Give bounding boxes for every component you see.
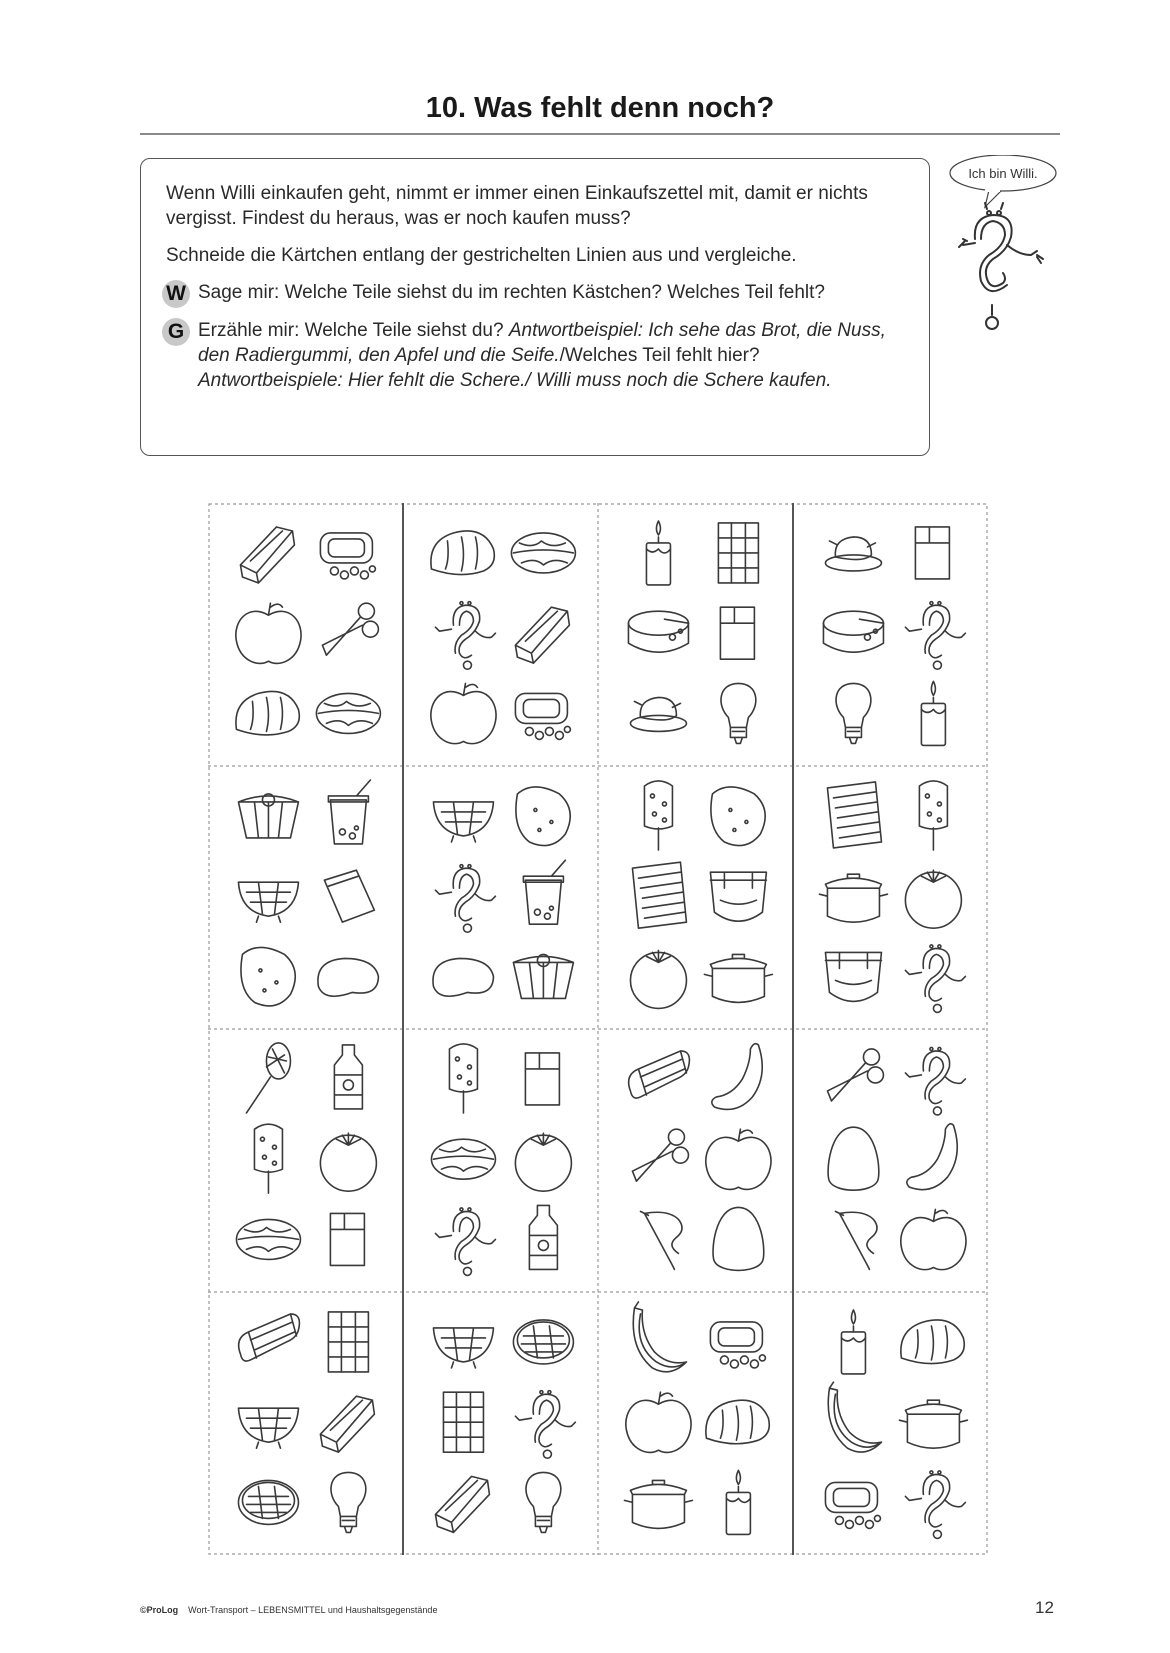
bread-icon [706, 1400, 769, 1444]
walnut-icon [236, 1219, 300, 1259]
pot-icon [819, 874, 887, 922]
soap-icon [825, 1482, 880, 1528]
willi-icon [905, 1471, 965, 1539]
napkin-icon [324, 870, 374, 922]
bread-icon [236, 691, 299, 735]
candy-icon [629, 1051, 690, 1098]
card [819, 781, 965, 1012]
pot-icon [899, 1400, 967, 1448]
w-text: Sage mir: Welche Teile siehst du im rechten Kästchen? Welches Teil fehlt? [198, 282, 825, 303]
footer-credit [140, 1605, 437, 1615]
lightbulb-icon [526, 1472, 561, 1532]
bean-icon [433, 958, 493, 996]
apple-icon [431, 683, 496, 743]
eraser-icon [240, 527, 294, 583]
willi-icon [905, 1047, 965, 1115]
walnut-icon [316, 693, 380, 733]
card [827, 1047, 966, 1269]
newspaper-icon [632, 862, 686, 928]
chocolate-icon [328, 1312, 368, 1372]
cheese-icon [823, 611, 883, 652]
newspaper-icon [827, 782, 881, 848]
lollipop-icon [246, 1043, 290, 1113]
card [825, 1310, 967, 1538]
chocolate-icon [443, 1392, 483, 1452]
lightbulb-icon [721, 683, 756, 743]
instruction-box [140, 158, 930, 456]
ice-cream-icon [254, 1124, 282, 1193]
ketchup-icon [529, 1205, 557, 1269]
potato-icon [516, 787, 570, 846]
g-text-4: Antwortbeispiele: Hier fehlt die Schere./ Willi muss noch die Schere kaufen. [198, 370, 832, 391]
g-instruction [166, 318, 905, 393]
needle-icon [835, 1211, 877, 1269]
card [628, 521, 758, 743]
sieve-icon [433, 1328, 493, 1368]
scissors-icon [827, 1049, 883, 1101]
sausage-icon [712, 1044, 762, 1110]
willi-icon [435, 865, 495, 933]
egg-icon [713, 1207, 764, 1270]
cookie-icon [513, 1320, 573, 1364]
candle-icon [726, 1470, 750, 1534]
card [624, 1302, 769, 1534]
card [630, 781, 772, 1008]
card [236, 1043, 376, 1265]
bread-icon [901, 1320, 964, 1364]
cake-mold-icon [513, 954, 573, 998]
g-text-1: Erzähle mir: Welche Teile siehst du? [198, 320, 504, 341]
card [431, 1044, 571, 1275]
pot-icon [704, 954, 772, 1002]
diaper-icon [825, 952, 881, 1001]
willi-figure-icon [959, 203, 1043, 329]
willi-mascot [945, 155, 1065, 345]
sausage-icon [907, 1124, 957, 1190]
eraser-icon [320, 1396, 374, 1452]
banana-icon [828, 1382, 881, 1452]
candle-icon [841, 1310, 865, 1374]
egg-icon [828, 1127, 879, 1190]
speech-bubble-text: Ich bin Willi. [968, 166, 1038, 181]
willi-icon [435, 1208, 495, 1276]
chicken-icon [825, 537, 881, 571]
lightbulb-icon [331, 1472, 366, 1532]
walnut-icon [511, 533, 575, 573]
chocolate-icon [718, 523, 758, 583]
eraser-icon [435, 1476, 489, 1532]
cookie-icon [238, 1480, 298, 1524]
card-grid [208, 503, 988, 1555]
ice-cream-icon [919, 781, 947, 850]
scissors-icon [632, 1129, 688, 1181]
apple-icon [236, 603, 301, 663]
ketchup-icon [334, 1045, 362, 1109]
yogurt-icon [328, 780, 370, 844]
sieve-icon [238, 1408, 298, 1448]
butter-icon [720, 607, 754, 659]
potato-icon [711, 787, 765, 846]
candy-icon [239, 1314, 300, 1361]
tomato-icon [515, 1133, 571, 1191]
card [431, 531, 576, 744]
page-title: 10. Was fehlt denn noch? [425, 92, 775, 124]
ice-cream-icon [644, 781, 672, 850]
potato-icon [241, 947, 295, 1006]
tomato-icon [905, 870, 961, 928]
g-text [198, 318, 905, 393]
w-badge: W [162, 280, 190, 308]
g-text-2: Antwortbeispiel: Ich sehe das Brot, die Nuss, den Radiergummi, den Apfel und die Seife. [198, 320, 886, 366]
page-number: 12 [1035, 1598, 1054, 1617]
bread-icon [431, 531, 494, 575]
sieve-icon [433, 802, 493, 842]
walnut-icon [431, 1139, 495, 1179]
g-badge: G [162, 318, 190, 346]
apple-icon [901, 1209, 966, 1269]
butter-icon [525, 1053, 559, 1105]
card [238, 1312, 374, 1532]
butter-icon [330, 1213, 364, 1265]
card [433, 1320, 575, 1532]
candle-icon [646, 521, 670, 585]
speech-bubble [950, 155, 1056, 207]
tomato-icon [320, 1133, 376, 1191]
title-divider [140, 133, 1060, 135]
willi-icon [435, 602, 495, 670]
apple-icon [706, 1129, 771, 1189]
tomato-icon [630, 950, 686, 1008]
publisher-logo: ©ProLog [140, 1605, 179, 1615]
card [238, 780, 378, 1006]
bean-icon [318, 958, 378, 996]
banana-icon [633, 1302, 686, 1372]
card [629, 1044, 771, 1271]
ice-cream-icon [449, 1044, 477, 1113]
butter-icon [915, 527, 949, 579]
candle-icon [921, 681, 945, 745]
scissors-icon [322, 603, 378, 655]
willi-icon [905, 945, 965, 1013]
cheese-icon [628, 611, 688, 652]
willi-icon [515, 1391, 575, 1459]
willi-icon [905, 602, 965, 670]
yogurt-icon [523, 860, 565, 924]
soap-icon [710, 1322, 765, 1368]
chicken-icon [630, 697, 686, 731]
apple-icon [626, 1392, 691, 1452]
pot-icon [624, 1480, 692, 1528]
diaper-icon [710, 872, 766, 921]
cake-mold-icon [238, 794, 298, 838]
intro-text: Wenn Willi einkaufen geht, nimmt er immer einen Einkaufszettel mit, damit er nichts vergisst. Findest du heraus, was er noch kaufen muss? [166, 183, 868, 229]
series-title: Wort-Transport – LEBENSMITTEL und Haushaltsgegenstände [188, 1605, 438, 1615]
w-instruction [166, 280, 905, 308]
cut-instruction: Schneide die Kärtchen entlang der gestrichelten Linien aus und vergleiche. [166, 245, 797, 266]
g-text-3: /Welches Teil fehlt hier? [559, 345, 760, 366]
eraser-icon [515, 607, 569, 663]
soap-icon [515, 693, 570, 739]
soap-icon [320, 533, 375, 579]
card [433, 787, 573, 998]
card [823, 527, 965, 745]
card [236, 527, 381, 735]
sieve-icon [238, 882, 298, 922]
needle-icon [640, 1211, 682, 1269]
lightbulb-icon [836, 683, 871, 743]
